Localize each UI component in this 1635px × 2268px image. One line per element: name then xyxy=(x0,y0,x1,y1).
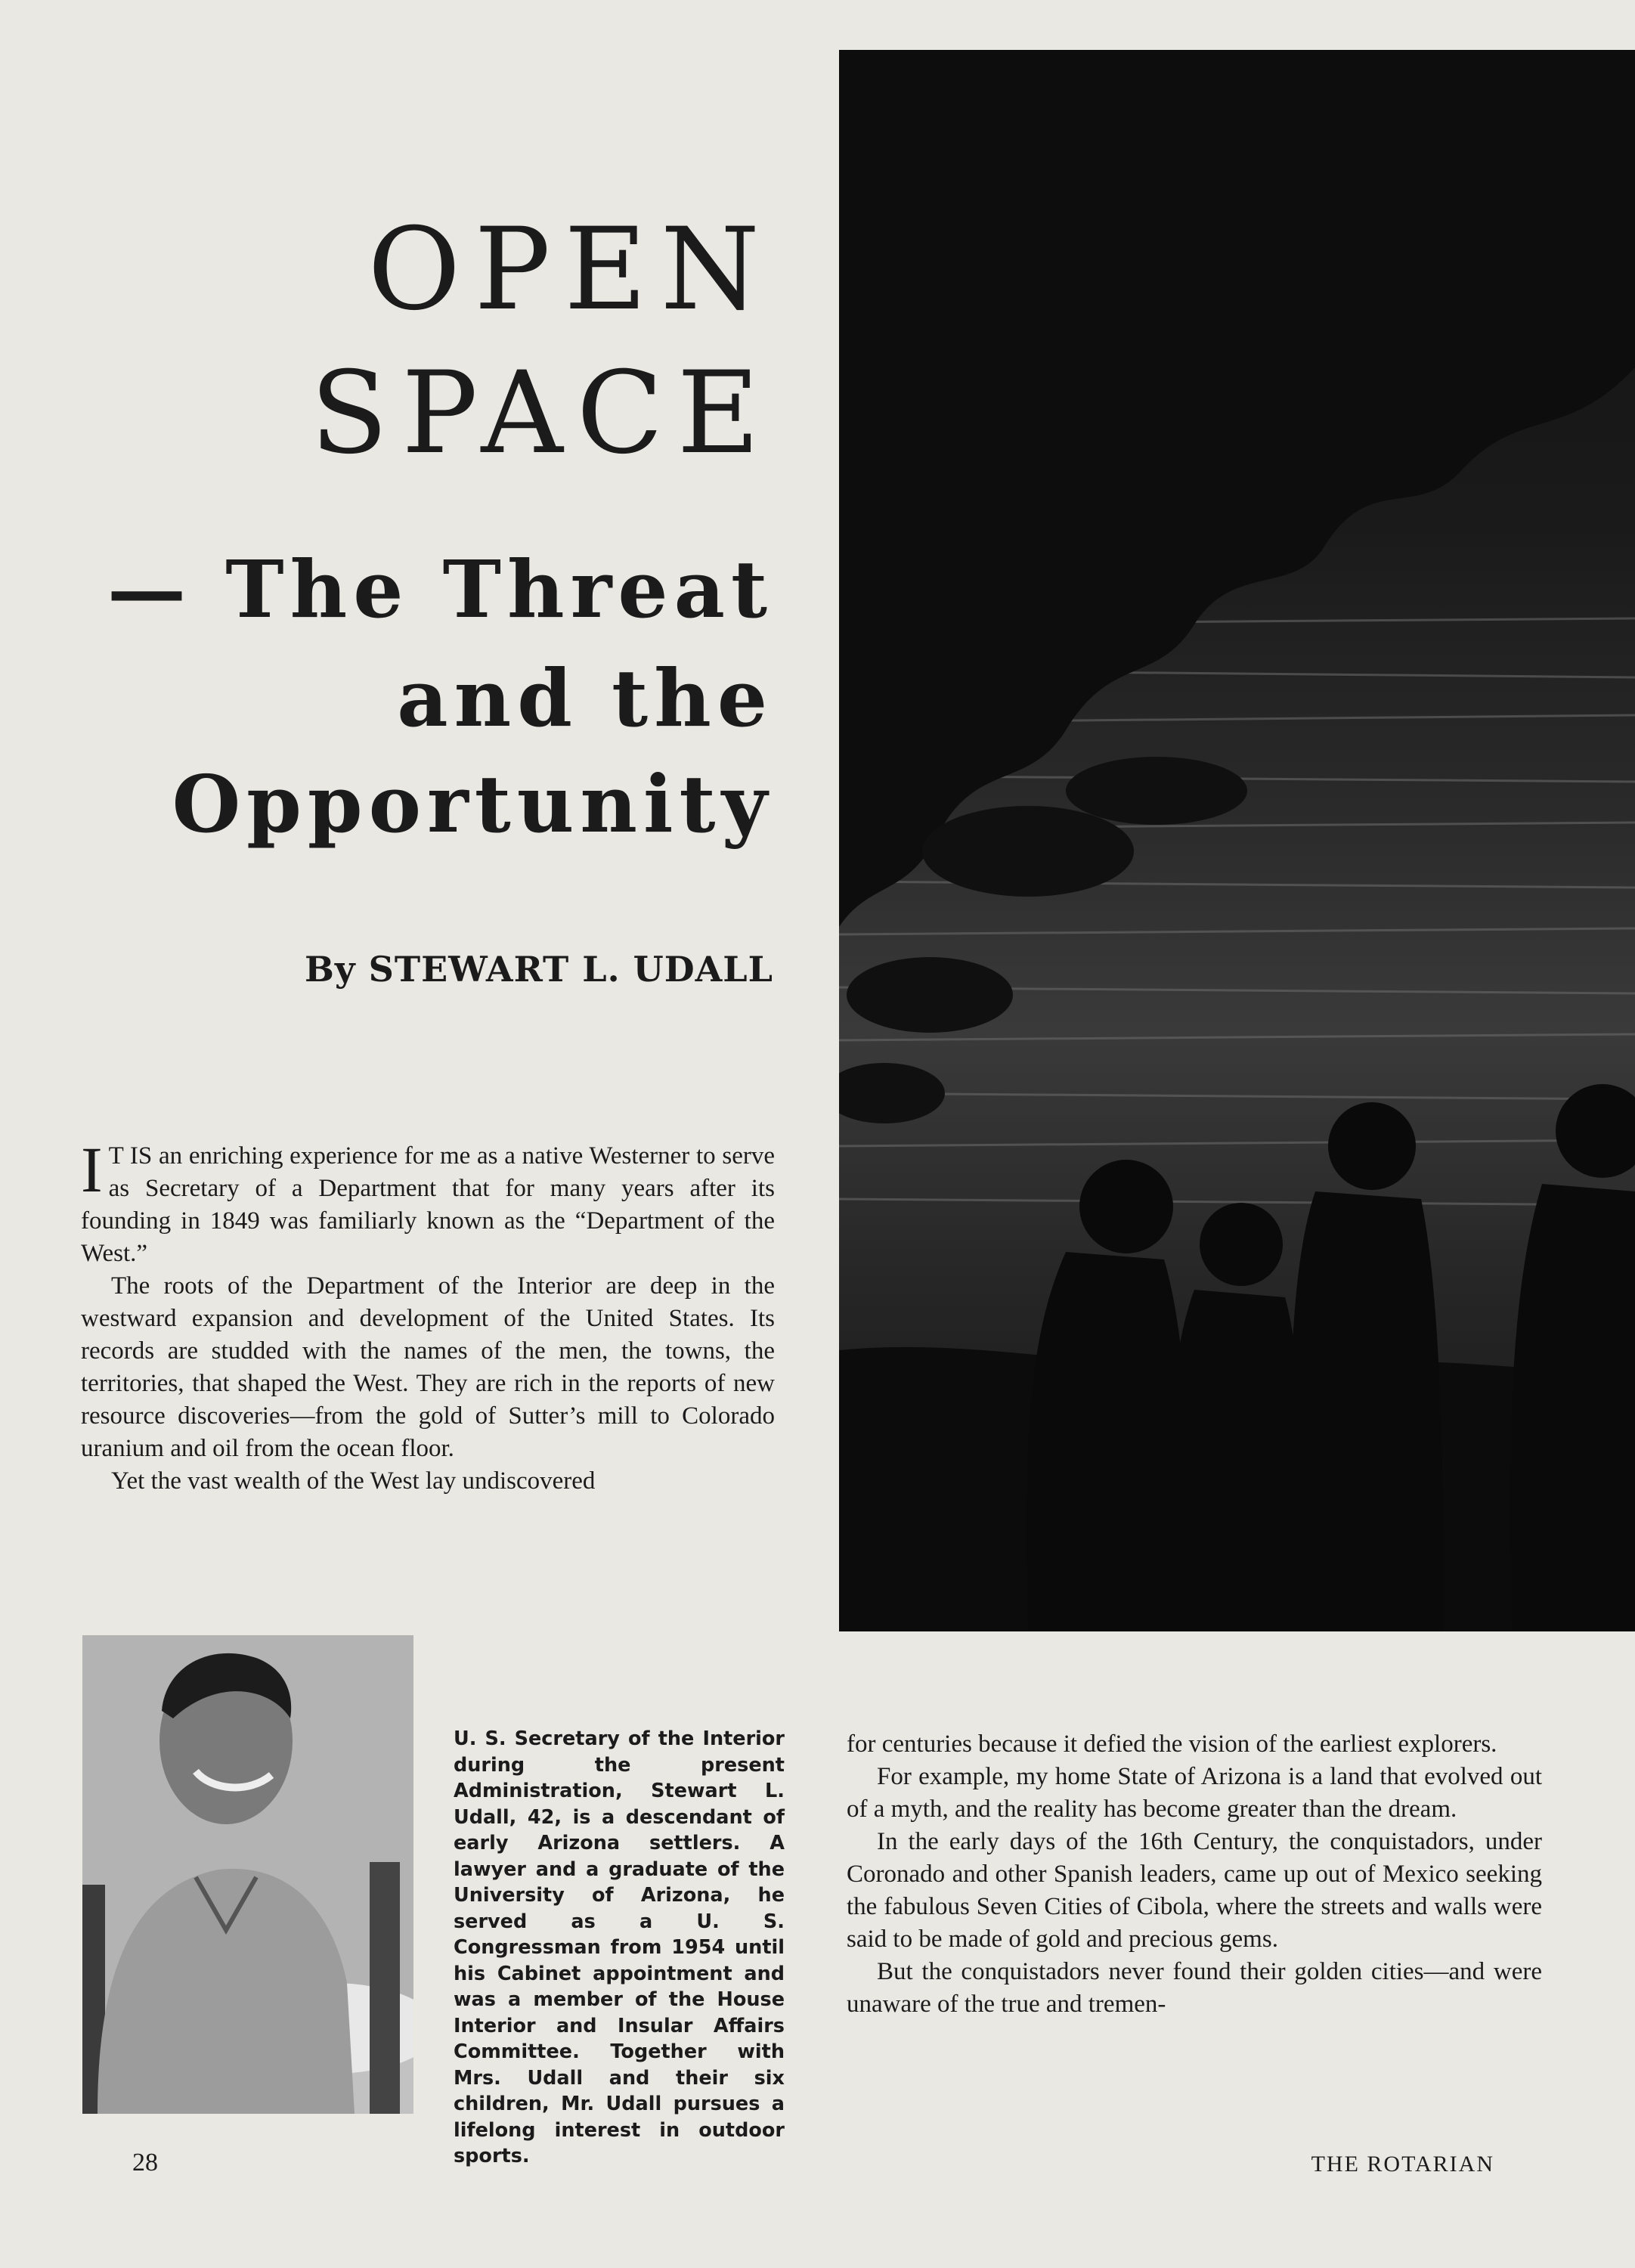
body-column-1 xyxy=(81,1133,775,1498)
subtitle-line-3: Opportunity xyxy=(172,758,773,850)
body-paragraph: The roots of the Department of the Interior are deep in the westward expansion and development of the United States. Its records are studded with the names of the men, the towns, the territories, that shaped the West. They are rich in the reports of new resource discoveries—from the gold of Sutter’s mill to Colorado uranium and oil from the ocean floor. xyxy=(81,1272,775,1462)
silhouette-photo xyxy=(839,50,1635,1631)
page-number: 28 xyxy=(132,2149,158,2177)
body-paragraph: But the conquistadors never found their golden cities—and were unaware of the true and tremen- xyxy=(847,1958,1542,2018)
body-column-2 xyxy=(847,1728,1542,2021)
body-paragraph: In the early days of the 16th Century, the conquistadors, under Coronado and other Spanish leaders, came up out of Mexico seeking the fabulous Seven Cities of Cibola, where the streets and walls were said to be made of gold and precious gems. xyxy=(847,1828,1542,1953)
headline-line-1: OPEN xyxy=(367,204,773,336)
author-caption: U. S. Secretary of the Interior during the present Administration, Stewart L. Udall, 42, is a descendant of early Arizona settlers. A lawyer and a graduate of the University of Arizona, he served as a U. S. Congressman from 1954 until his Cabinet appointment and was a member of the House Interior and Insular Affairs Committee. Together with Mrs. Udall and their six children, Mr. Udall pursues a lifelong interest in outdoor sports. xyxy=(454,1727,785,2167)
subtitle-line-1: — The Threat xyxy=(107,543,773,636)
body-paragraph: For example, my home State of Arizona is a land that evolved out of a myth, and the reality has become greater than the dream. xyxy=(847,1763,1542,1823)
body-paragraph: Yet the vast wealth of the West lay undiscovered xyxy=(111,1467,596,1495)
author-portrait-photo xyxy=(82,1635,413,2114)
body-paragraph: for centuries because it defied the vision of the earliest explorers. xyxy=(847,1730,1497,1758)
subtitle-line-2: and the xyxy=(397,652,773,745)
headline-line-2: SPACE xyxy=(310,348,773,479)
byline: By STEWART L. UDALL xyxy=(305,949,773,990)
opening-text: T IS an enriching experience for me as a native Westerner to serve as Secretary of a Department that for many years after its founding in 1849 was familiarly known as the “Department of the West.” xyxy=(81,1142,775,1267)
magazine-name: THE ROTARIAN xyxy=(1311,2152,1494,2177)
body-paragraph xyxy=(81,1133,775,1270)
drop-cap: I xyxy=(81,1133,103,1206)
